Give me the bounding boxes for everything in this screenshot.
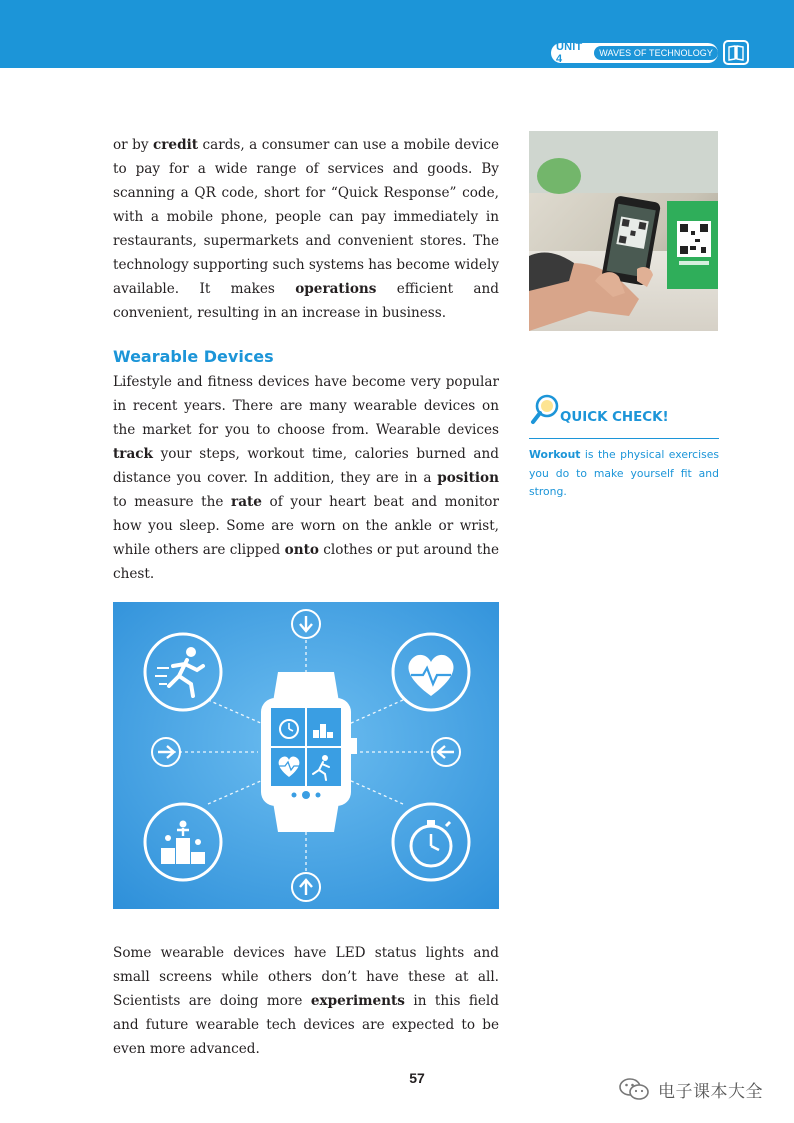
unit-title: WAVES OF TECHNOLOGY bbox=[594, 46, 718, 60]
wechat-icon bbox=[618, 1076, 650, 1102]
vocab-track: track bbox=[113, 446, 153, 462]
page-number: 57 bbox=[409, 1070, 425, 1086]
vocab-rate: rate bbox=[231, 494, 262, 510]
quick-check-body bbox=[529, 446, 719, 502]
unit-label: UNIT 4 bbox=[556, 41, 583, 65]
section-heading-wearable: Wearable Devices bbox=[113, 347, 274, 366]
paragraph-wearable-devices: Lifestyle and fitness devices have become very popular in recent years. There are many wearable devices on the market for you to choose from. Wearable devices track your steps, workout time, calories burned and distance you cover. In addition, they are in a position to measure the rate of your heart beat and monitor how you sleep. Some are worn on the ankle or wrist, while others are clipped onto clothes or put around the chest. bbox=[113, 374, 499, 582]
wechat-watermark bbox=[618, 1076, 763, 1102]
magnifier-icon bbox=[530, 393, 562, 425]
watermark-text: 电子课本大全 bbox=[658, 1081, 763, 1102]
quick-check-definition: is the physical exercises you do to make yourself fit and strong. bbox=[529, 448, 719, 498]
vocab-experiments: experiments bbox=[310, 993, 405, 1009]
qr-payment-photo bbox=[529, 131, 718, 331]
quick-check-header bbox=[529, 392, 719, 439]
paragraph-led-screens: Some wearable devices have LED status lights and small screens while others don’t have these at all. Scientists are doing more experiments in this field and future wearable tech devices are expected to be even more advanced. bbox=[113, 945, 499, 1057]
vocab-position: position bbox=[437, 470, 499, 486]
vocab-operations: operations bbox=[295, 281, 377, 297]
header-band bbox=[0, 0, 794, 68]
quick-check-title: QUICK CHECK! bbox=[560, 410, 669, 425]
paragraph-mobile-payment: or by credit cards, a consumer can use a mobile device to pay for a wide range of services and goods. By scanning a QR code, short for “Quick Response” code, with a mobile phone, people can pay immediately in restaurants, supermarkets and convenient stores. The technology supporting such systems has become widely available. It makes operations efficient and convenient, resulting in an increase in business. bbox=[113, 137, 499, 321]
book-icon bbox=[723, 40, 749, 65]
vocab-onto: onto bbox=[284, 542, 319, 558]
unit-badge bbox=[551, 43, 718, 63]
wearable-infographic bbox=[113, 602, 499, 909]
quick-check-term: Workout bbox=[529, 448, 581, 461]
vocab-credit: credit bbox=[152, 137, 199, 153]
